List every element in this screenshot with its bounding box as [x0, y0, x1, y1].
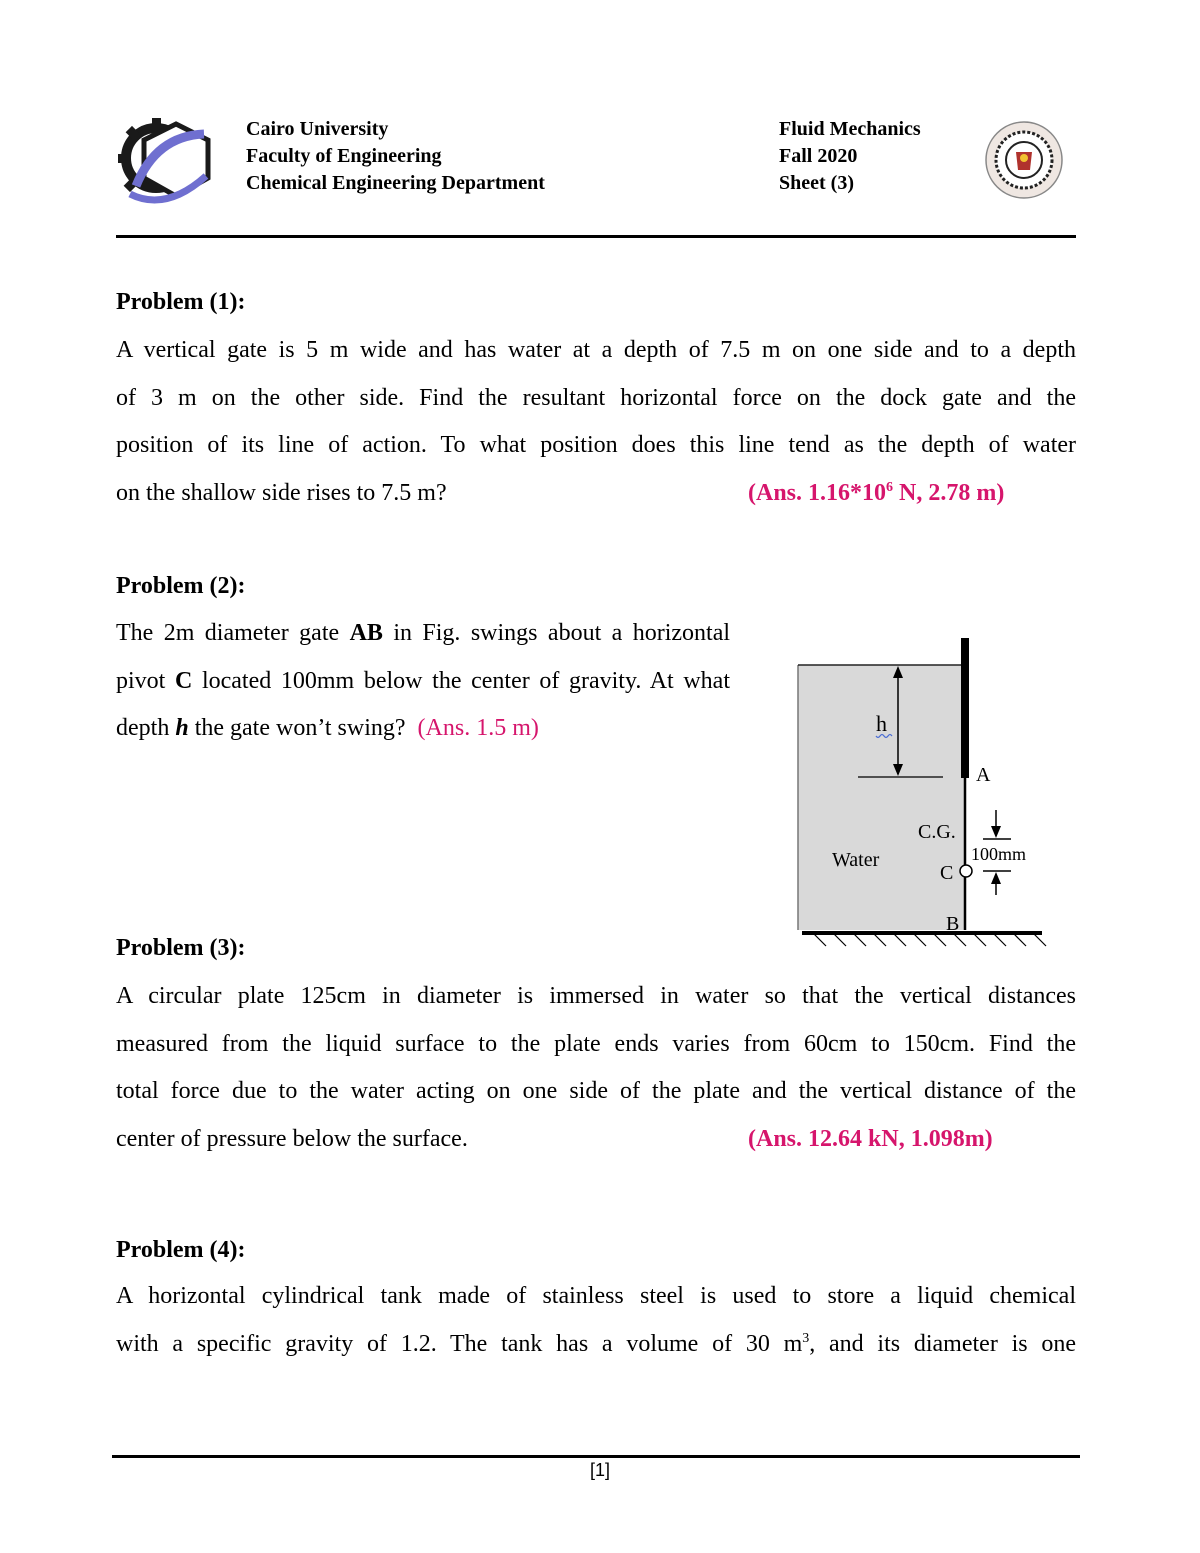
term: Fall 2020 — [779, 145, 858, 167]
problem-3-title: Problem (3): — [116, 935, 246, 961]
problem-1-line: A vertical gate is 5 m wide and has water at a depth of 7.5 m on one side and to a depth — [116, 337, 1076, 363]
problem-3-answer: (Ans. 12.64 kN, 1.098m) — [748, 1125, 993, 1152]
course-name: Fluid Mechanics — [779, 118, 921, 140]
dimension-label: 100mm — [971, 844, 1027, 864]
problem-4-text — [116, 1273, 1076, 1368]
problem-1-line: position of its line of action. To what position does this line tend as the depth of water — [116, 432, 1076, 458]
problem-1-text — [116, 327, 1076, 517]
text-run: located 100mm below the center of gravity. At what depth — [116, 667, 730, 741]
cg-label: C.G. — [918, 821, 956, 843]
problem-3-line-text: center of pressure below the surface. — [116, 1125, 468, 1152]
problem-4-line: A horizontal cylindrical tank made of stainless steel is used to store a liquid chemical — [116, 1283, 1076, 1309]
water-region — [798, 665, 965, 930]
problem-2-text — [116, 610, 730, 753]
university-seal — [984, 120, 1064, 200]
depth-variable: h — [175, 715, 189, 741]
problem-2-answer: (Ans. 1.5 m) — [417, 715, 539, 741]
faculty-logo — [116, 116, 216, 216]
header-course — [779, 116, 921, 197]
gate-label: AB — [349, 620, 383, 646]
problem-3-line: total force due to the water acting on one side of the plate and the vertical distance of the — [116, 1078, 1076, 1104]
faculty-name: Faculty of Engineering — [246, 145, 442, 167]
page-number: [1] — [589, 1460, 610, 1480]
arrow-down-icon — [991, 826, 1001, 838]
point-a-label: A — [976, 764, 991, 786]
volume-exponent: 3 — [802, 1330, 810, 1346]
problem-1-line-text: on the shallow side rises to 7.5 m? — [116, 479, 447, 506]
pivot-label: C — [174, 667, 193, 694]
problem-1-line: of 3 m on the other side. Find the resultant horizontal force on the dock gate and the — [116, 384, 1076, 411]
answer-part: (Ans. 1.16*10 — [748, 479, 887, 506]
pivot-c-label: C — [940, 862, 954, 884]
problem-1-line — [116, 470, 1076, 518]
seal-icon — [984, 120, 1064, 200]
gate-figure — [780, 628, 1080, 948]
text-run: The 2m diameter gate — [116, 620, 350, 646]
text-run: with a specific gravity of 1.2. The tank has a volume of 30 m — [116, 1330, 803, 1357]
problem-3-text — [116, 973, 1076, 1163]
answer-exponent: 6 — [886, 479, 894, 495]
pivot-circle — [960, 865, 972, 877]
header-divider — [116, 235, 1076, 238]
problem-4-title: Problem (4): — [116, 1237, 246, 1263]
problem-3-line: A circular plate 125cm in diameter is immersed in water so that the vertical distances — [116, 983, 1076, 1009]
problem-3-line — [116, 1116, 1076, 1164]
problem-1-answer — [748, 470, 1004, 518]
problem-1-title: Problem (1): — [116, 289, 246, 315]
text-run: , and its diameter is one — [809, 1330, 1076, 1357]
gear-logo-icon — [116, 116, 216, 216]
header-institution — [246, 116, 545, 197]
text-run: the gate won’t swing? — [188, 715, 406, 741]
text-run: in Fig. swings about a horizontal pivot — [116, 620, 731, 694]
problem-3-line: measured from the liquid surface to the plate ends varies from 60cm to 150cm. Find the — [116, 1030, 1076, 1057]
sheet-number: Sheet (3) — [779, 172, 854, 194]
footer-divider — [112, 1455, 1080, 1458]
depth-label: h — [876, 711, 887, 736]
ground-hatching — [814, 934, 1046, 946]
problem-2-title: Problem (2): — [116, 573, 246, 599]
university-name: Cairo University — [246, 118, 389, 140]
answer-part: N, 2.78 m) — [893, 479, 1005, 506]
water-label: Water — [832, 849, 880, 871]
problem-4-line — [116, 1321, 1076, 1369]
point-b-label: B — [946, 913, 960, 935]
department-name: Chemical Engineering Department — [246, 172, 545, 194]
